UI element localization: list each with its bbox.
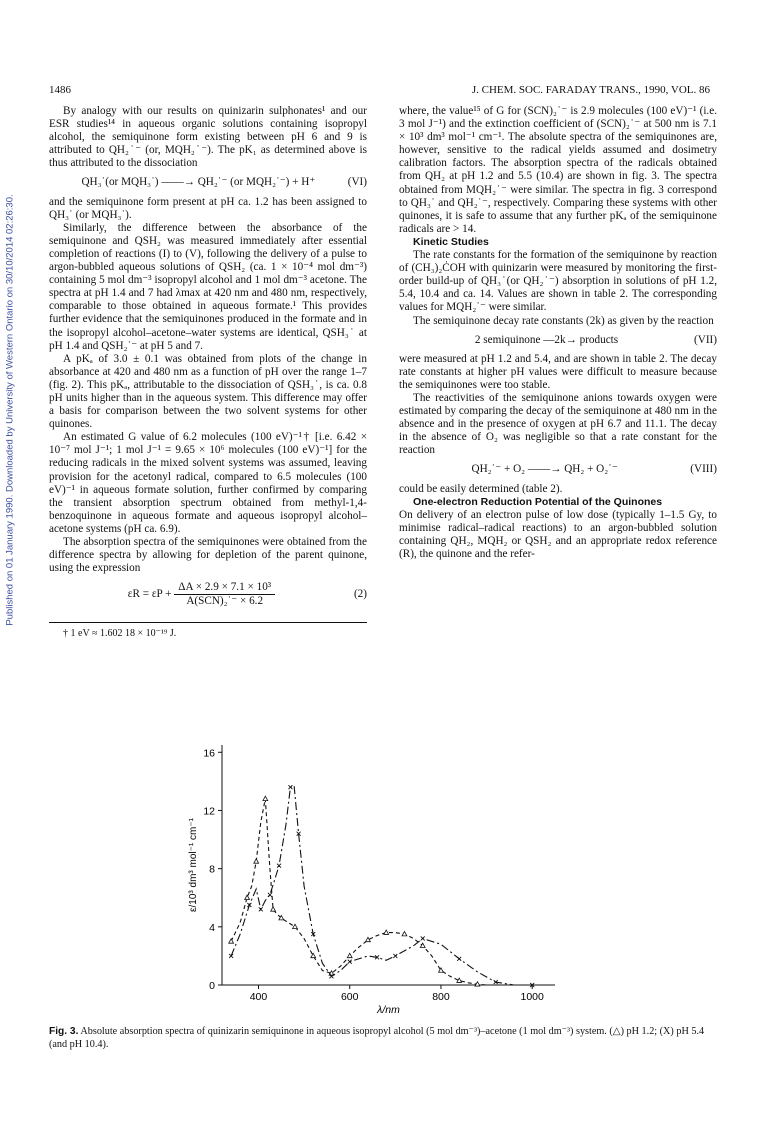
- equation-fraction: $\frac{\text{ΔA × 2.9 × 7.1 × 10³}}{\text{A(SCN)₂˙⁻ × 6.2}}$: [174, 581, 275, 608]
- equation-number: (VI): [347, 176, 367, 189]
- data-point-cross: [268, 893, 272, 897]
- data-point-triangle: [439, 968, 444, 972]
- series-line: [231, 799, 487, 985]
- figure-caption: Fig. 3. Absolute absorption spectra of quinizarin semiquinone in aqueous isopropyl alcohol (5 mol dm⁻³)–acetone (1 mol dm⁻³) system. (△) pH 1.2; (X) pH 5.4 (and pH 10.4).: [49, 1026, 705, 1050]
- right-column: [399, 105, 717, 561]
- left-column: [49, 105, 367, 641]
- x-tick-label: 800: [432, 991, 450, 1003]
- paragraph: could be easily determined (table 2).: [399, 482, 563, 495]
- footnote-rule: [49, 622, 367, 623]
- data-point-triangle: [402, 931, 407, 935]
- data-point-cross: [348, 960, 352, 964]
- equation-number: (VIII): [690, 463, 717, 476]
- paragraph: A pKₐ of 3.0 ± 0.1 was obtained from plots of the change in absorbance at 420 and 480 nm as a function of pH over the range 1–7 (fig. 2). This pKₐ, attributable to the dissociation of QSH₃˙, is ca. 0.8 pH units higher than in the aqueous system. This difference may offer a basis for comparison between the two solvent systems for other quinones.: [49, 352, 367, 431]
- data-point-triangle: [329, 971, 334, 975]
- paragraph: The reactivities of the semiquinone anions towards oxygen were estimated by comparing the decay of the semiquinone at 480 nm in the absence and in the presence of oxygen at pH 6.7 and 11.1. The decay in the absence of O₂ was negligible so that a rate constant for the reaction: [399, 391, 717, 457]
- equation-number: (2): [353, 588, 367, 601]
- data-point-triangle: [293, 924, 298, 928]
- data-point-triangle: [254, 859, 259, 863]
- paragraph: By analogy with our results on quinizarin sulphonates¹ and our ESR studies¹⁴ in aqueous organic solutions containing isopropyl alcohol, the semiquinone form existing between pH 6 and 9 is attributed to QH₂˙⁻ (or, MQH₂˙⁻). The pK₁ as determined above is thus attributed to the dissociation: [49, 105, 367, 170]
- equation-text: QH₂˙⁻ + O₂ ——→ QH₂ + O₂˙⁻: [471, 463, 618, 476]
- data-point-cross: [311, 932, 315, 936]
- footnote: † 1 eV ≈ 1.602 18 × 10⁻¹⁹ J.: [63, 628, 177, 640]
- data-point-triangle: [311, 953, 316, 957]
- page-number: 1486: [49, 84, 71, 96]
- data-point-triangle: [271, 907, 276, 911]
- equation-viii: [399, 463, 717, 476]
- y-tick-label: 8: [209, 863, 215, 876]
- section-heading: Kinetic Studies: [413, 235, 489, 248]
- paragraph: The semiquinone decay rate constants (2k) as given by the reaction: [413, 314, 714, 327]
- paragraph: An estimated G value of 6.2 molecules (100 eV)⁻¹† [i.e. 6.42 × 10⁻⁷ mol J⁻¹; 1 mol J⁻¹ = 9.65 × 10⁶ molecules (100 eV)⁻¹] for the reducing radicals in the mixed solvent systems was assumed, leaving provision for the acetonyl radical, compared to 6.5 molecules (100 eV)⁻¹ in aqueous formate solution, further confirmed by comparing the transient absorption spectrum obtained from methyl-1,4-benzoquinone in aqueous formate and aqueous isopropyl alcohol–acetone systems (pH ca. 6.9).: [49, 431, 367, 535]
- x-axis-label: λ/nm: [377, 1004, 400, 1016]
- data-point-cross: [297, 832, 301, 836]
- data-point-triangle: [384, 930, 389, 934]
- data-point-cross: [494, 980, 498, 984]
- x-tick-label: 1000: [520, 991, 544, 1003]
- paragraph: On delivery of an electron pulse of low dose (typically 1–1.5 Gy, to minimise radical–radical reactions) to an argon-bubbled solution containing QH₂, MQH₂ or QSH₂ and an appropriate redox reference (R), the quinone and the refer-: [399, 508, 717, 560]
- data-point-triangle: [263, 796, 268, 800]
- y-tick-label: 0: [209, 980, 215, 992]
- y-axis-label: ε/10³ dm³ mol⁻¹ cm⁻¹: [188, 818, 199, 912]
- equation-vi: [49, 176, 367, 189]
- data-point-cross: [329, 974, 333, 978]
- equation-number: (VII): [694, 333, 717, 346]
- data-point-cross: [421, 936, 425, 940]
- data-point-cross: [229, 954, 233, 958]
- data-point-cross: [259, 907, 263, 911]
- data-point-triangle: [457, 978, 462, 982]
- equation-text: 2 semiquinone —2k→ products: [474, 333, 619, 346]
- data-point-cross: [277, 864, 281, 868]
- paragraph: The absorption spectra of the semiquinones were obtained from the difference spectra by allowing for depletion of the parent quinone, using the expression: [49, 536, 367, 575]
- journal-header: J. CHEM. SOC. FARADAY TRANS., 1990, VOL. 86: [471, 84, 710, 96]
- y-tick-label: 12: [203, 805, 215, 818]
- equation-2: [49, 581, 367, 608]
- data-point-triangle: [347, 953, 352, 957]
- data-point-cross: [375, 955, 379, 959]
- section-heading: One-electron Reduction Potential of the Quinones: [413, 495, 663, 508]
- paragraph: The rate constants for the formation of the semiquinone by reaction of (CH₃)₂ĊOH with quinizarin were measured by monitoring the first-order build-up of QH₃˙(or QH₂˙⁻) absorption in solutions of pH 1.2, 5.4, 10.4 and ca. 14. Values are shown in table 2. The corresponding values for MQH₂˙⁻ were similar.: [399, 249, 717, 314]
- data-point-triangle: [366, 937, 371, 941]
- data-point-triangle: [475, 982, 480, 986]
- download-notice: Published on 01 January 1990. Downloaded by University of Western Ontario on 30/10/2014 02:26:30.: [4, 194, 16, 626]
- x-tick-label: 400: [249, 991, 268, 1003]
- data-point-cross: [288, 785, 292, 789]
- data-point-triangle: [245, 895, 250, 899]
- data-point-cross: [457, 957, 461, 961]
- series-line: [231, 786, 532, 985]
- data-point-triangle: [229, 939, 234, 943]
- y-tick-label: 16: [203, 747, 215, 760]
- equation-text: QH₃˙(or MQH₃˙) ——→ QH₂˙⁻ (or MQH₂˙⁻) + H⁺: [81, 176, 316, 189]
- paragraph: and the semiquinone form present at pH ca. 1.2 has been assigned to QH₃˙ (or MQH₃˙).: [49, 195, 367, 221]
- x-tick-label: 600: [340, 991, 359, 1003]
- data-point-cross: [530, 983, 534, 987]
- paragraph: Similarly, the difference between the absorbance of the semiquinone and QSH₂ was measured immediately after essential completion of reactions (I) to (V), following the delivery of a pulse to argon-bubbled aqueous solutions of QSH₂ (ca. 1 × 10⁻⁴ mol dm⁻³) containing 5 mol dm⁻³ isopropyl alcohol and 1 mol dm⁻³ acetone. The spectra at pH 1.4 and 7 had λmax at 420 nm and 480 nm, respectively, comparable to those obtained in aqueous formate.¹ This provides further evidence that the semiquinones produced in the formate and in the isopropyl alcohol–acetone–water systems are identical, QSH₃˙ at pH 1.4 and QSH₂˙⁻ at pH 5 and 7.: [49, 221, 367, 352]
- equation-vii: [399, 334, 717, 347]
- paragraph: were measured at pH 1.2 and 5.4, and are shown in table 2. The decay rate constants at higher pH values were difficult to measure because the semiquinones were too stable.: [399, 352, 717, 391]
- paragraph: where, the value¹⁵ of G for (SCN)₂˙⁻ is 2.9 molecules (100 eV)⁻¹ (i.e. 3 mol J⁻¹) and the extinction coefficient of (SCN)₂˙⁻ at 500 nm is 7.1 × 10³ dm³ mol⁻¹ cm⁻¹. The absolute spectra of the semiquinones are, however, sensitive to the radical yields assumed and dosimetry calibration factors. The absorption spectra of the radicals obtained from QH₂ at pH 1.2 and 5.5 (10.4) are shown in fig. 3. The spectra obtained from MQH₂˙⁻ were similar. The spectra in fig. 3 correspond to QH₃˙ and QH₂˙⁻, respectively. Comparing these systems with other quinones, it is safe to assume that any further pKₐ of the semiquinone radicals are > 14.: [399, 105, 717, 235]
- y-tick-label: 4: [209, 921, 215, 934]
- data-point-cross: [247, 903, 251, 907]
- equation-lhs: εR = εP +: [127, 588, 172, 601]
- data-point-cross: [393, 954, 397, 958]
- data-point-triangle: [420, 943, 425, 947]
- data-point-triangle: [279, 915, 284, 919]
